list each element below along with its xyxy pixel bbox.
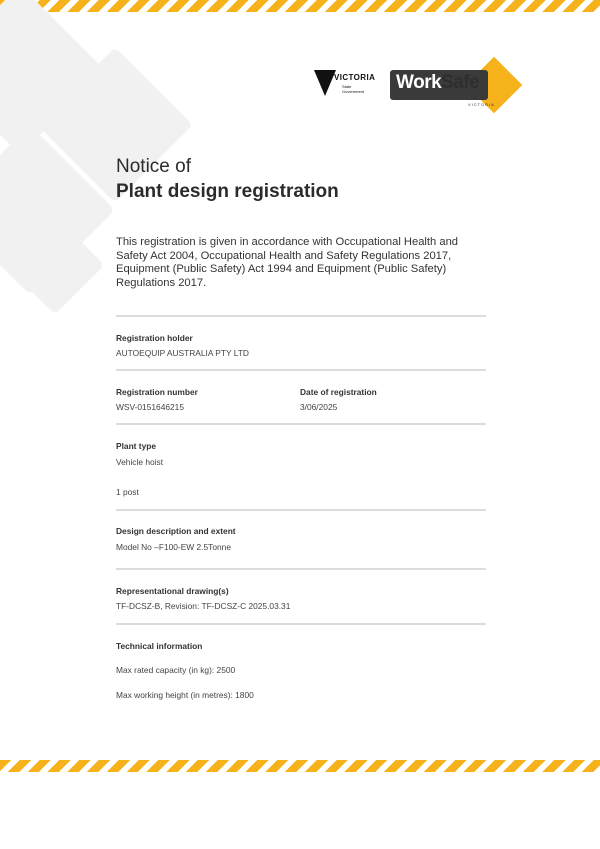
design-description-value: Model No –F100-EW 2.5Tonne <box>116 542 231 552</box>
technical-info-item: Max working height (in metres): 1800 <box>116 690 254 700</box>
date-of-registration-value: 3/06/2025 <box>300 402 338 412</box>
page-title: Plant design registration <box>116 181 339 202</box>
section-divider <box>116 369 486 371</box>
worksafe-logo-work: Work <box>396 72 442 93</box>
section-divider <box>116 509 486 511</box>
bottom-hazard-stripe <box>0 760 600 772</box>
section-divider <box>116 568 486 570</box>
intro-paragraph: This registration is given in accordance with Occupational Health and Safety Act 2004, Occupational Health and Safety Regulations 2017, Equipment (Public Safety) Act 1994 and Equipment (Public Safety) Regulations 2017. <box>116 236 459 289</box>
registration-holder-value: AUTOEQUIP AUSTRALIA PTY LTD <box>116 348 249 358</box>
representational-drawings-label: Representational drawing(s) <box>116 586 229 596</box>
section-divider <box>116 623 486 625</box>
representational-drawings-value: TF-DCSZ-B, Revision: TF-DCSZ-C 2025.03.31 <box>116 601 291 611</box>
design-description-label: Design description and extent <box>116 526 236 536</box>
victoria-government-logo <box>314 68 376 102</box>
page-title-prefix: Notice of <box>116 156 191 177</box>
date-of-registration-label: Date of registration <box>300 387 377 397</box>
plant-type-label: Plant type <box>116 441 157 451</box>
technical-information-label: Technical information <box>116 641 203 651</box>
worksafe-logo-safe: Safe <box>441 72 480 93</box>
worksafe-logo-subtitle: VICTORIA <box>468 102 495 107</box>
victoria-logo-name: VICTORIA <box>334 73 376 82</box>
victoria-triangle-icon <box>314 70 336 96</box>
registration-number-label: Registration number <box>116 387 198 397</box>
plant-type-detail: 1 post <box>116 487 139 497</box>
registration-number-value: WSV-0151646215 <box>116 402 184 412</box>
section-divider <box>116 315 486 317</box>
top-hazard-stripe <box>0 0 600 12</box>
section-divider <box>116 423 486 425</box>
victoria-logo-subtitle: State Government <box>342 84 365 94</box>
technical-info-item: Max rated capacity (in kg): 2500 <box>116 665 236 675</box>
plant-type-value: Vehicle hoist <box>116 457 164 467</box>
registration-holder-label: Registration holder <box>116 333 193 343</box>
worksafe-logo <box>390 54 518 114</box>
